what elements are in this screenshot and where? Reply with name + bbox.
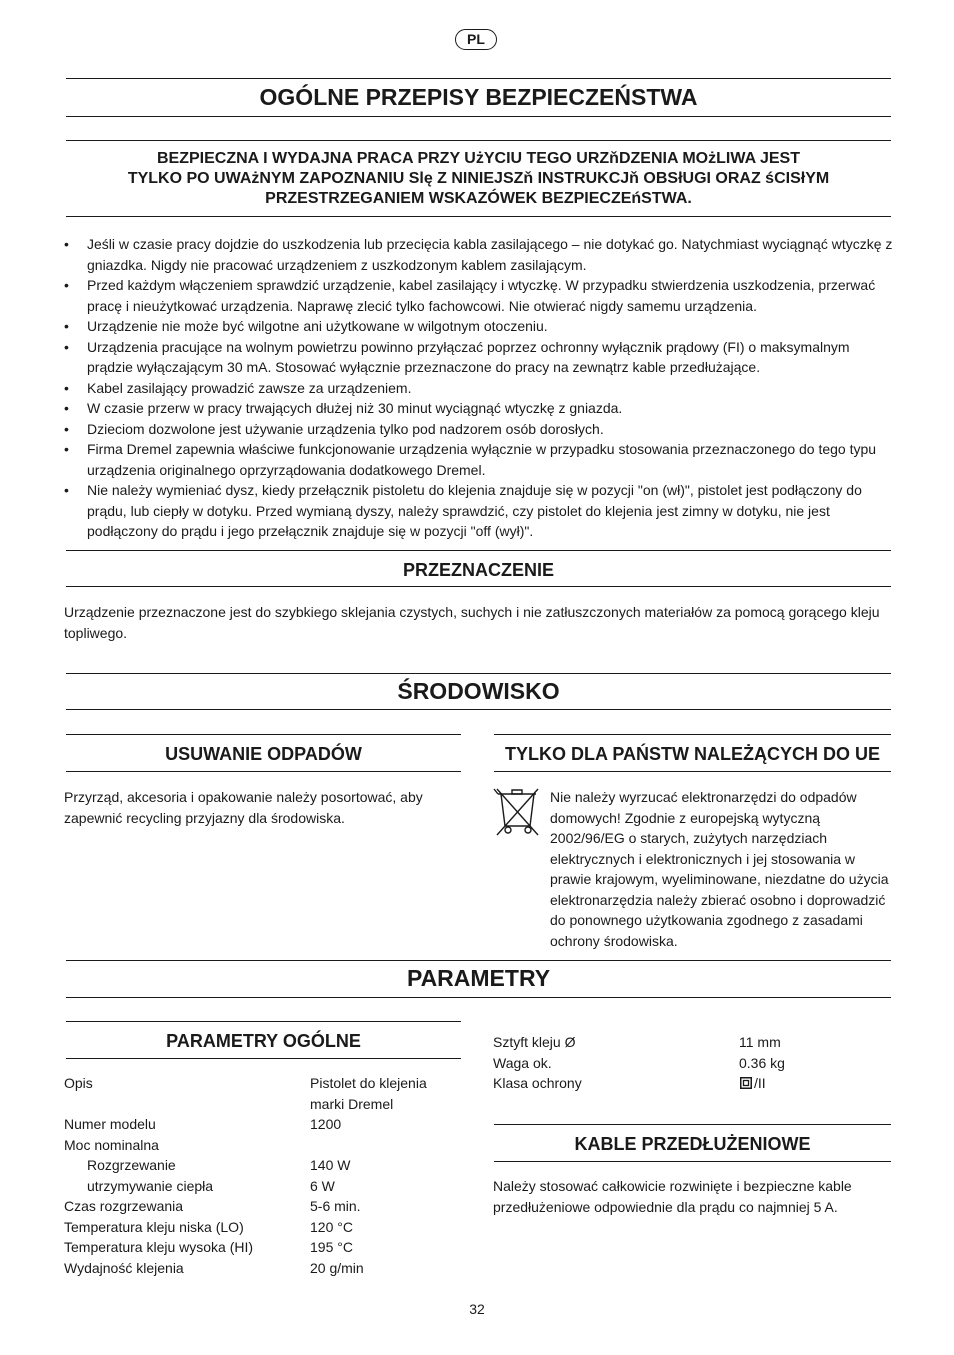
spec-label: Numer modelu (64, 1116, 156, 1132)
divider (66, 1058, 461, 1059)
disposal-title: USUWANIE ODPADÓW (165, 744, 362, 764)
spec-value: Pistolet do klejenia marki Dremel (310, 1075, 427, 1112)
page-number: 32 (469, 1301, 485, 1317)
spec-value: 120 °C (310, 1219, 353, 1235)
list-item: • Przed każdym włączeniem sprawdzić urządzenie, kabel zasilający i wtyczkę. W przypadku stwierdzenia uszkodzenia, przerwać pracę i nieużytkować urządzenia. Naprawę zlecić tylko fachowcowi. Nie otwierać nigdy samemu urządzenia. (64, 275, 894, 316)
spec-value: 11 mm (739, 1034, 781, 1050)
safety-bullet-list (64, 234, 894, 542)
spec-label: Sztyft kleju Ø (493, 1034, 576, 1050)
spec-label: Wydajność klejenia (64, 1260, 184, 1276)
spec-value: 20 g/min (310, 1260, 364, 1276)
safety-intro-line: TYLKO PO UWAżNYM ZAPOZNANIU Slę Z NINIEJSZň INSTRUKCJň OBSłUGI ORAZ śCISłYM (127, 170, 830, 187)
extension-title: KABLE PRZEDŁUŻENIOWE (574, 1134, 811, 1154)
spec-label: Czas rozgrzewania (64, 1198, 184, 1214)
protection-class-icon (740, 1077, 752, 1089)
list-item: • Nie należy wymieniać dysz, kiedy przełącznik pistoletu do klejenia znajduje się w pozycji "on (wł)", pistolet jest podłączony do prądu, lub ciepły w dotyku. Przed wymianą dyszy, należy sprawdzić, czy pistolet do klejenia jest zimny w dotyku, nie jest podłączony do prądu i jego przełącznik znajduje się w pozycji "off (wył)". (64, 480, 894, 542)
spec-label: Moc nominalna (64, 1137, 159, 1153)
divider (66, 997, 891, 998)
safety-title: OGÓLNE PRZEPISY BEZPIECZEŃSTWA (259, 84, 698, 110)
purpose-title: PRZEZNACZENIE (402, 560, 554, 580)
list-item: • Dzieciom dozwolone jest używanie urządzenia tylko pod nadzorem osób dorosłych. (64, 419, 894, 440)
divider (66, 960, 891, 961)
spec-label: Temperatura kleju wysoka (HI) (64, 1239, 254, 1255)
general-params-title: PARAMETRY OGÓLNE (166, 1031, 361, 1051)
spec-value: 5-6 min. (310, 1198, 361, 1214)
safety-intro-line: BEZPIECZNA I WYDAJNA PRACA PRZY UżYCIU TEGO URZňDZENIA MOżLIWA JEST (157, 150, 800, 167)
spec-value: 195 °C (310, 1239, 353, 1255)
divider (494, 771, 891, 772)
spec-value: 140 W (310, 1157, 351, 1173)
eu-text: Nie należy wyrzucać elektronarzędzi do odpadów domowych! Zgodnie z europejską wytyczną 2002/96/EG o starych, zużytych narzędziach elektrycznych i elektronicznych i jej stosowania w prawie krajowym, wyeliminowane, niezdatne do użycia elektronarzędzia należy zbierać osobno i doprowadzić do ponownego użytkowania zgodnego z zasadami ochrony środowiska. (550, 789, 889, 949)
spec-value: 1200 (310, 1116, 342, 1132)
params-title: PARAMETRY (406, 965, 551, 991)
divider (494, 734, 891, 735)
list-item: • Urządzenie nie może być wilgotne ani użytkowane w wilgotnym otoczeniu. (64, 316, 894, 337)
spec-label: Klasa ochrony (493, 1075, 582, 1091)
language-badge: PL (455, 29, 497, 50)
environment-title: ŚRODOWISKO (397, 678, 560, 704)
safety-intro (66, 149, 891, 209)
divider (66, 734, 461, 735)
divider (66, 673, 891, 674)
spec-label: Temperatura kleju niska (LO) (64, 1219, 244, 1235)
divider (66, 140, 891, 141)
list-item: • W czasie przerw w pracy trwających dłużej niż 30 minut wyciągnąć wtyczkę z gniazda. (64, 398, 894, 419)
divider (494, 1124, 891, 1125)
list-item: • Kabel zasilający prowadzić zawsze za urządzeniem. (64, 378, 894, 399)
list-item: • Firma Dremel zapewnia właściwe funkcjonowanie urządzenia wyłącznie w przypadku stosowania przeznaczonego do tego typu urządzenia originalnego oprzyrządowania dodatkowego Dremel. (64, 439, 894, 480)
list-item: • Urządzenia pracujące na wolnym powietrzu powinno przyłączać poprzez ochronny wyłącznik prądowy (FI) o maksymalnym prądzie wyłączającym 30 mA. Stosować wyłącznie przeznaczone do pracy na zewnątrz kable przedłużające. (64, 337, 894, 378)
spec-label: Waga ok. (493, 1055, 552, 1071)
divider (66, 771, 461, 772)
divider (66, 550, 891, 551)
spec-label: utrzymywanie ciepła (87, 1178, 214, 1194)
divider (66, 586, 891, 587)
divider (66, 78, 891, 79)
disposal-text: Przyrząd, akcesoria i opakowanie należy posortować, aby zapewnić recycling przyjazny dla środowiska. (64, 789, 423, 826)
divider (66, 709, 891, 710)
extension-text: Należy stosować całkowicie rozwinięte i bezpieczne kable przedłużeniowe odpowiednie dla prądu co najmniej 5 A. (493, 1178, 852, 1215)
divider (66, 116, 891, 117)
divider (66, 1021, 461, 1022)
eu-title: TYLKO DLA PAŃSTW NALEŻĄCYCH DO UE (505, 744, 880, 764)
spec-label: Rozgrzewanie (87, 1157, 176, 1173)
divider (66, 216, 891, 217)
spec-value: 0.36 kg (739, 1055, 785, 1071)
spec-value: 6 W (310, 1178, 335, 1194)
safety-intro-line: PRZESTRZEGANIEM WSKAZÓWEK BEZPIECZEńSTWA. (265, 190, 692, 207)
spec-label: Opis (64, 1075, 93, 1091)
purpose-text: Urządzenie przeznaczone jest do szybkiego sklejania czystych, suchych i nie zatłuszczonych materiałów za pomocą gorącego kleju topliwego. (64, 604, 880, 641)
spec-value: /II (754, 1075, 766, 1091)
list-item: • Jeśli w czasie pracy dojdzie do uszkodzenia lub przecięcia kabla zasilającego – nie dotykać go. Natychmiast wyciągnąć wtyczkę z gniazdka. Nigdy nie pracować urządzeniem z uszkodzonym kablem zasilającym. (64, 234, 894, 275)
divider (494, 1161, 891, 1162)
crossed-out-wheelie-bin-icon (492, 786, 542, 838)
